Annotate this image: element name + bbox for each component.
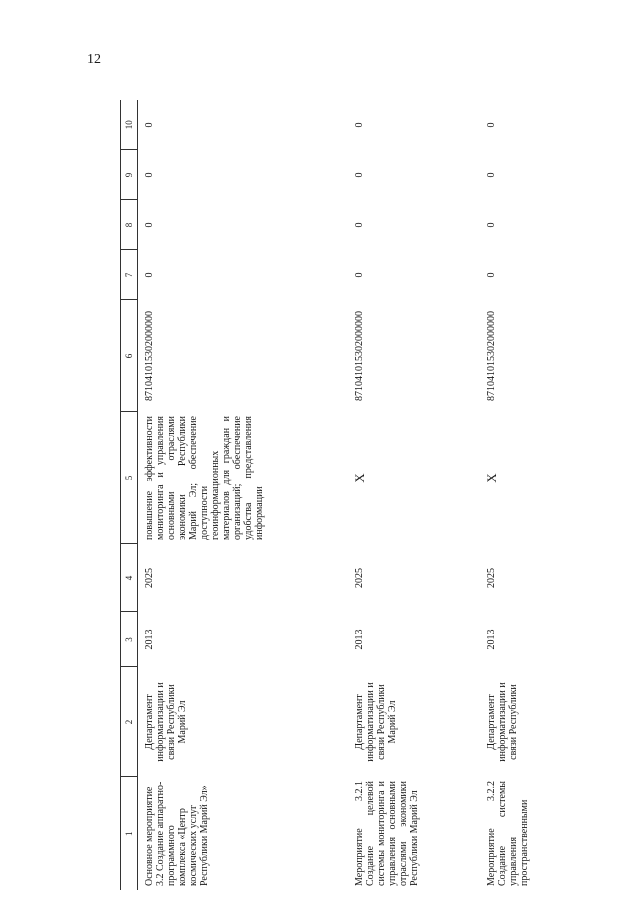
- start-year-cell: 2013: [486, 629, 497, 650]
- col-header-7: 7: [121, 250, 138, 300]
- col-header-4: 4: [121, 544, 138, 612]
- executor-cell: Департамент информатизации и связи Республики: [486, 682, 519, 762]
- start-year-cell: 2013: [354, 629, 365, 650]
- col-header-3: 3: [121, 612, 138, 667]
- expected-result-cell: X: [352, 473, 367, 483]
- expected-result-cell: повышение эффективности мониторинга и управления основными отраслями экономики Республики Марий Эл; обеспечение доступности геоинформационных материалов для граждан и организаций; обеспечение удобства представления информации: [144, 416, 265, 540]
- executor-cell: Департамент информатизации и связи Республики Марий Эл: [354, 682, 398, 762]
- measure-name-cell: Основное мероприятие 3.2 Создание аппаратно-программного комплекса «Центр космических услуг Республики Марий Эл»: [144, 781, 210, 886]
- budget-code-cell: 871041015302000000: [354, 311, 365, 401]
- end-year-cell: 2025: [354, 568, 365, 588]
- start-year-cell: 2013: [144, 629, 155, 650]
- value-cell-10: 0: [144, 122, 155, 128]
- value-cell-10: 0: [486, 122, 497, 128]
- executor-cell: Департамент информатизации и связи Республики Марий Эл: [144, 682, 188, 762]
- value-cell-7: 0: [486, 272, 497, 278]
- value-cell-9: 0: [354, 172, 365, 178]
- rotated-table-container: [120, 100, 595, 890]
- expected-result-cell: X: [484, 473, 499, 483]
- page-number: 12: [87, 52, 101, 67]
- measure-name-cell: Мероприятие 3.2.1 Создание целевой системы мониторинга и управления основными отраслями экономики Республики Марий Эл: [354, 781, 420, 886]
- col-header-2: 2: [121, 667, 138, 777]
- value-cell-9: 0: [144, 172, 155, 178]
- value-cell-7: 0: [354, 272, 365, 278]
- header-row: [121, 100, 138, 890]
- col-header-9: 9: [121, 150, 138, 200]
- end-year-cell: 2025: [144, 568, 155, 588]
- budget-code-cell: 871041015302000000: [144, 311, 155, 401]
- budget-code-cell: 871041015302000000: [486, 311, 497, 401]
- value-cell-8: 0: [144, 222, 155, 228]
- value-cell-9: 0: [486, 172, 497, 178]
- table-row: [138, 100, 349, 890]
- value-cell-10: 0: [354, 122, 365, 128]
- value-cell-8: 0: [486, 222, 497, 228]
- table-row: [348, 100, 480, 890]
- col-header-1: 1: [121, 777, 138, 890]
- col-header-8: 8: [121, 200, 138, 250]
- value-cell-7: 0: [144, 272, 155, 278]
- value-cell-8: 0: [354, 222, 365, 228]
- end-year-cell: 2025: [486, 568, 497, 588]
- col-header-5: 5: [121, 412, 138, 544]
- table-row: [480, 100, 600, 890]
- measure-name-cell: Мероприятие 3.2.2 Создание системы управления пространственными: [486, 781, 530, 886]
- col-header-10: 10: [121, 100, 138, 150]
- col-header-6: 6: [121, 300, 138, 412]
- program-measures-table: [120, 100, 600, 890]
